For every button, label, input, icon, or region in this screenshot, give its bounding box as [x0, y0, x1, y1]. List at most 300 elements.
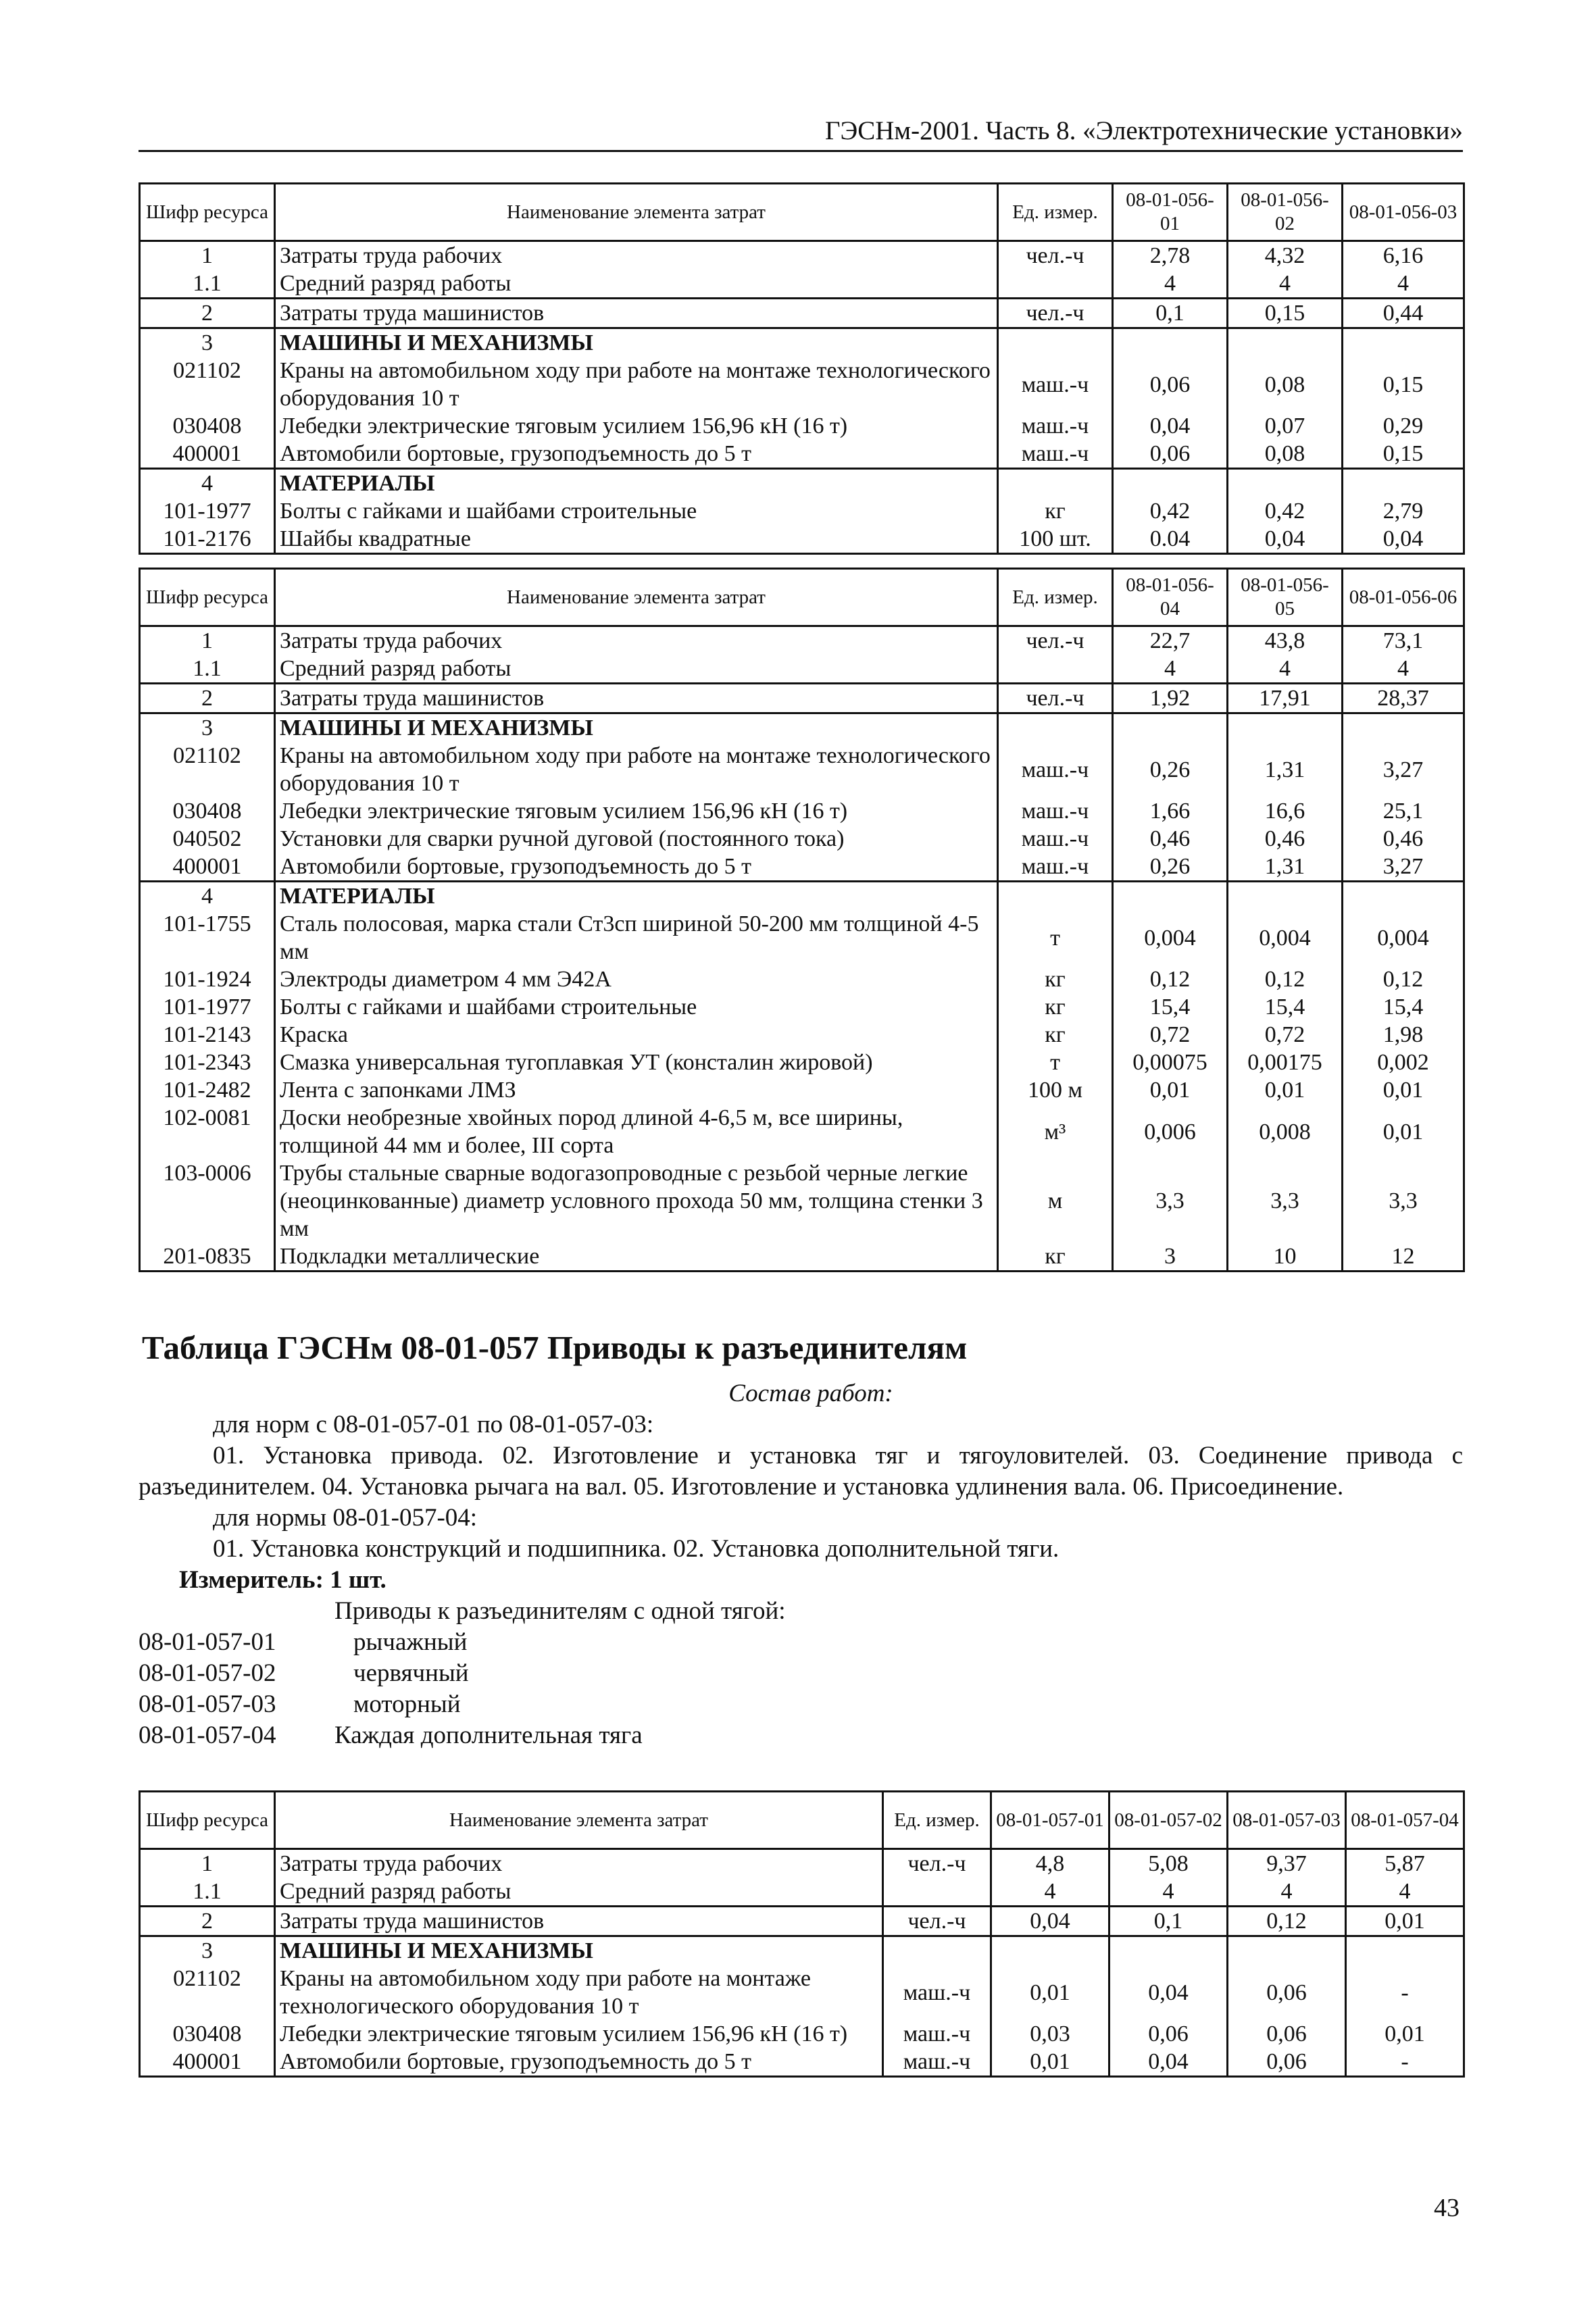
unit: т [998, 910, 1113, 965]
norm-value: 0,12 [1228, 965, 1343, 993]
norm-value: 0,01 [991, 2048, 1109, 2077]
unit [998, 328, 1113, 357]
table-row [140, 825, 1464, 853]
variant-name: червячный [353, 1659, 469, 1687]
norm-value: 1,98 [1343, 1021, 1464, 1049]
unit: чел.-ч [998, 241, 1113, 270]
variant-row [139, 1689, 1463, 1720]
unit: т [998, 1049, 1113, 1076]
cost-element-name: Доски необрезные хвойных пород длиной 4-6,5 м, все ширины, толщиной 44 мм и более, III сорта [275, 1104, 998, 1159]
norm-value: 9,37 [1228, 1849, 1346, 1878]
norm-value: 0,06 [1228, 2020, 1346, 2048]
norm-value [1343, 713, 1464, 743]
norm-value [1228, 882, 1343, 911]
cost-element-name: Краска [275, 1021, 998, 1049]
table-row [140, 713, 1464, 743]
norm-value: 0,04 [1109, 2048, 1228, 2077]
variant-name: рычажный [353, 1628, 468, 1656]
resource-code: 021102 [140, 357, 275, 412]
variant-name: Каждая дополнительная тяга [334, 1721, 643, 1749]
norm-value: 4 [1113, 655, 1228, 684]
resource-code: 1 [140, 626, 275, 655]
for-norms-2: для нормы 08-01-057-04: [213, 1504, 478, 1532]
resource-code: 2 [140, 1907, 275, 1936]
cost-element-name: Автомобили бортовые, грузоподъемность до 5 т [275, 440, 998, 469]
resource-code: 201-0835 [140, 1242, 275, 1272]
norm-value: 0,15 [1343, 357, 1464, 412]
norm-value: 5,87 [1346, 1849, 1464, 1878]
norm-value: 0,42 [1113, 497, 1228, 525]
header-unit: Ед. измер. [998, 569, 1113, 626]
unit [883, 1936, 991, 1965]
header-variant: 08-01-056-04 [1113, 569, 1228, 626]
norm-value: 0,01 [1343, 1076, 1464, 1104]
cost-element-name: Автомобили бортовые, грузоподъемность до 5 т [275, 2048, 883, 2077]
norm-value: 0,46 [1228, 825, 1343, 853]
cost-element-name: Краны на автомобильном ходу при работе на монтаже технологического оборудования 10 т [275, 742, 998, 797]
table-row [140, 993, 1464, 1021]
table-row [140, 1878, 1464, 1907]
variants-heading: Приводы к разъединителям с одной тягой: [334, 1597, 786, 1625]
cost-element-name: Лента с запонками ЛМЗ [275, 1076, 998, 1104]
norm-value: 4,32 [1228, 241, 1343, 270]
unit: кг [998, 965, 1113, 993]
unit: маш.-ч [998, 440, 1113, 469]
norm-value: 0,12 [1113, 965, 1228, 993]
unit: кг [998, 993, 1113, 1021]
norm-value: 3,3 [1228, 1159, 1343, 1242]
cost-element-name: МАШИНЫ И МЕХАНИЗМЫ [275, 713, 998, 743]
norm-value: 1,31 [1228, 853, 1343, 882]
resource-code: 2 [140, 299, 275, 328]
header-variant: 08-01-057-03 [1228, 1792, 1346, 1849]
cost-element-name: Лебедки электрические тяговым усилием 156,96 кН (16 т) [275, 412, 998, 440]
header-name: Наименование элемента затрат [275, 184, 998, 241]
resource-code: 040502 [140, 825, 275, 853]
norm-value [1113, 882, 1228, 911]
cost-element-name: МАТЕРИАЛЫ [275, 882, 998, 911]
cost-element-name: Затраты труда машинистов [275, 1907, 883, 1936]
running-header: ГЭСНм-2001. Часть 8. «Электротехнические установки» [139, 115, 1463, 152]
cost-element-name: Средний разряд работы [275, 655, 998, 684]
norm-value: - [1346, 1965, 1464, 2020]
unit: маш.-ч [998, 797, 1113, 825]
norm-value: 73,1 [1343, 626, 1464, 655]
norm-value: 0,01 [1346, 2020, 1464, 2048]
norm-table-056-1 [139, 182, 1465, 555]
header-variant: 08-01-056-01 [1113, 184, 1228, 241]
norm-value [1346, 1936, 1464, 1965]
header-name: Наименование элемента затрат [275, 1792, 883, 1849]
norm-value: 3,27 [1343, 853, 1464, 882]
resource-code: 101-1977 [140, 497, 275, 525]
unit: маш.-ч [883, 1965, 991, 2020]
meter-label: Измеритель: 1 шт. [179, 1566, 386, 1594]
table-header-row [140, 569, 1464, 626]
unit: чел.-ч [998, 684, 1113, 713]
table-row [140, 655, 1464, 684]
cost-element-name: МАШИНЫ И МЕХАНИЗМЫ [275, 1936, 883, 1965]
norm-value: 1,92 [1113, 684, 1228, 713]
works-list-2: 01. Установка конструкций и подшипника. 02. Установка дополнительной тяги. [213, 1535, 1059, 1563]
table-row [140, 1242, 1464, 1272]
norm-value: - [1346, 2048, 1464, 2077]
header-unit: Ед. измер. [883, 1792, 991, 1849]
table-row [140, 299, 1464, 328]
norm-value: 0,26 [1113, 742, 1228, 797]
norm-value: 0,01 [991, 1965, 1109, 2020]
norm-value: 4 [1113, 270, 1228, 299]
cost-element-name: Краны на автомобильном ходу при работе на монтаже технологического оборудования 10 т [275, 357, 998, 412]
norm-value: 0,46 [1343, 825, 1464, 853]
for-norms-1: для норм с 08-01-057-01 по 08-01-057-03: [213, 1411, 654, 1438]
resource-code: 1 [140, 1849, 275, 1878]
unit [883, 1878, 991, 1907]
works-list-1: 01. Установка привода. 02. Изготовление и установка тяг и тягоуловителей. 03. Соединение привода с разъединителем. 04. Установка рычага на вал. 05. Изготовление и установка удлинения вала. 06. Присоединение. [139, 1442, 1463, 1501]
norm-value: 0,06 [1109, 2020, 1228, 2048]
norm-value: 0,04 [1109, 1965, 1228, 2020]
norm-value: 2,78 [1113, 241, 1228, 270]
table-row [140, 1049, 1464, 1076]
norm-value: 1,31 [1228, 742, 1343, 797]
norm-value: 0,002 [1343, 1049, 1464, 1076]
table-row [140, 1076, 1464, 1104]
norm-value: 0,01 [1343, 1104, 1464, 1159]
norm-value: 0,44 [1343, 299, 1464, 328]
table-row [140, 1907, 1464, 1936]
norm-value: 4 [1343, 655, 1464, 684]
unit: кг [998, 1242, 1113, 1272]
norm-value [1109, 1936, 1228, 1965]
norm-value: 0,006 [1113, 1104, 1228, 1159]
norm-value: 0,1 [1109, 1907, 1228, 1936]
header-variant: 08-01-057-04 [1346, 1792, 1464, 1849]
cost-element-name: Лебедки электрические тяговым усилием 156,96 кН (16 т) [275, 2020, 883, 2048]
norm-value: 0,12 [1228, 1907, 1346, 1936]
norm-value: 6,16 [1343, 241, 1464, 270]
unit: чел.-ч [883, 1849, 991, 1878]
cost-element-name: Автомобили бортовые, грузоподъемность до 5 т [275, 853, 998, 882]
norm-value [1113, 469, 1228, 498]
unit: маш.-ч [998, 357, 1113, 412]
header-code: Шифр ресурса [140, 184, 275, 241]
norm-value [1228, 1936, 1346, 1965]
composition-heading: Состав работ: [728, 1380, 893, 1407]
cost-element-name: Подкладки металлические [275, 1242, 998, 1272]
norm-value: 0,01 [1113, 1076, 1228, 1104]
table-row [140, 2048, 1464, 2077]
norm-value: 0,12 [1343, 965, 1464, 993]
unit: 100 шт. [998, 525, 1113, 554]
norm-value: 0,29 [1343, 412, 1464, 440]
resource-code: 021102 [140, 742, 275, 797]
norm-value: 0,15 [1228, 299, 1343, 328]
variant-code: 08-01-057-04 [139, 1721, 276, 1749]
norm-value [1228, 713, 1343, 743]
variant-row [139, 1627, 1463, 1658]
norm-value: 12 [1343, 1242, 1464, 1272]
norm-value: 3,3 [1113, 1159, 1228, 1242]
unit: маш.-ч [998, 825, 1113, 853]
norm-value [1228, 328, 1343, 357]
norm-value [1343, 469, 1464, 498]
cost-element-name: Смазка универсальная тугоплавкая УТ (консталин жировой) [275, 1049, 998, 1076]
resource-code: 400001 [140, 853, 275, 882]
header-code: Шифр ресурса [140, 569, 275, 626]
unit [998, 469, 1113, 498]
resource-code: 030408 [140, 797, 275, 825]
table-row [140, 525, 1464, 554]
norm-value: 0,004 [1343, 910, 1464, 965]
table-header-row [140, 1792, 1464, 1849]
norm-value: 0,00175 [1228, 1049, 1343, 1076]
cost-element-name: Затраты труда машинистов [275, 684, 998, 713]
cost-element-name: Затраты труда рабочих [275, 1849, 883, 1878]
norm-value: 16,6 [1228, 797, 1343, 825]
table-row [140, 742, 1464, 797]
norm-value [1343, 328, 1464, 357]
cost-element-name: Средний разряд работы [275, 1878, 883, 1907]
norm-value: 0,08 [1228, 357, 1343, 412]
resource-code: 3 [140, 713, 275, 743]
cost-element-name: Болты с гайками и шайбами строительные [275, 993, 998, 1021]
resource-code: 2 [140, 684, 275, 713]
norm-value: 3,3 [1343, 1159, 1464, 1242]
unit: чел.-ч [998, 299, 1113, 328]
cost-element-name: Затраты труда рабочих [275, 626, 998, 655]
header-variant: 08-01-057-02 [1109, 1792, 1228, 1849]
norm-value: 0,26 [1113, 853, 1228, 882]
norm-value: 15,4 [1343, 993, 1464, 1021]
norm-value: 0,72 [1228, 1021, 1343, 1049]
table-row [140, 965, 1464, 993]
table-row [140, 1965, 1464, 2020]
norm-value: 4,8 [991, 1849, 1109, 1878]
unit: маш.-ч [998, 742, 1113, 797]
section-title: Таблица ГЭСНм 08-01-057 Приводы к разъединителям [142, 1329, 968, 1366]
norm-value: 0,46 [1113, 825, 1228, 853]
norm-value: 0,01 [1228, 1076, 1343, 1104]
table-row [140, 626, 1464, 655]
table-row [140, 497, 1464, 525]
unit: м³ [998, 1104, 1113, 1159]
norm-table-056-2 [139, 568, 1465, 1272]
resource-code: 103-0006 [140, 1159, 275, 1242]
norm-value: 22,7 [1113, 626, 1228, 655]
cost-element-name: Лебедки электрические тяговым усилием 156,96 кН (16 т) [275, 797, 998, 825]
variant-name: моторный [353, 1690, 461, 1718]
resource-code: 101-2482 [140, 1076, 275, 1104]
norm-value: 5,08 [1109, 1849, 1228, 1878]
table-row [140, 1104, 1464, 1159]
norm-value: 43,8 [1228, 626, 1343, 655]
unit [998, 655, 1113, 684]
variant-row [139, 1720, 1463, 1751]
cost-element-name: Затраты труда машинистов [275, 299, 998, 328]
unit [998, 713, 1113, 743]
norm-value: 0,06 [1228, 2048, 1346, 2077]
composition-block [139, 1378, 1463, 1751]
norm-value: 25,1 [1343, 797, 1464, 825]
norm-value: 4 [1343, 270, 1464, 299]
norm-value [1343, 882, 1464, 911]
resource-code: 3 [140, 328, 275, 357]
header-variant: 08-01-056-02 [1228, 184, 1343, 241]
cost-element-name: Болты с гайками и шайбами строительные [275, 497, 998, 525]
resource-code: 030408 [140, 412, 275, 440]
norm-value: 15,4 [1228, 993, 1343, 1021]
norm-value: 0,04 [991, 1907, 1109, 1936]
norm-value: 0,008 [1228, 1104, 1343, 1159]
cost-element-name: МАТЕРИАЛЫ [275, 469, 998, 498]
unit: кг [998, 1021, 1113, 1049]
norm-value: 0,01 [1346, 1907, 1464, 1936]
table-row [140, 241, 1464, 270]
unit [998, 882, 1113, 911]
norm-value: 0,04 [1228, 525, 1343, 554]
table-header-row [140, 184, 1464, 241]
variant-code: 08-01-057-01 [139, 1628, 276, 1656]
norm-value: 4 [1228, 655, 1343, 684]
resource-code: 400001 [140, 440, 275, 469]
norm-table-057 [139, 1790, 1465, 2078]
header-variant: 08-01-056-05 [1228, 569, 1343, 626]
norm-value: 10 [1228, 1242, 1343, 1272]
resource-code: 101-1924 [140, 965, 275, 993]
norm-value [1113, 328, 1228, 357]
table-row [140, 469, 1464, 498]
cost-element-name: Затраты труда рабочих [275, 241, 998, 270]
norm-value: 4 [1346, 1878, 1464, 1907]
resource-code: 101-2343 [140, 1049, 275, 1076]
table-row [140, 2020, 1464, 2048]
resource-code: 4 [140, 882, 275, 911]
resource-code: 101-2176 [140, 525, 275, 554]
norm-value: 0.04 [1113, 525, 1228, 554]
norm-value: 0,004 [1113, 910, 1228, 965]
norm-value: 0,06 [1228, 1965, 1346, 2020]
table-row [140, 1849, 1464, 1878]
unit: маш.-ч [998, 853, 1113, 882]
norm-value: 2,79 [1343, 497, 1464, 525]
table-row [140, 684, 1464, 713]
variant-code: 08-01-057-03 [139, 1690, 276, 1718]
unit: 100 м [998, 1076, 1113, 1104]
resource-code: 102-0081 [140, 1104, 275, 1159]
table-row [140, 1021, 1464, 1049]
resource-code: 030408 [140, 2020, 275, 2048]
norm-value: 0,04 [1343, 525, 1464, 554]
resource-code: 1.1 [140, 1878, 275, 1907]
norm-value: 0,42 [1228, 497, 1343, 525]
header-name: Наименование элемента затрат [275, 569, 998, 626]
page-number: 43 [1434, 2194, 1460, 2222]
cost-element-name: Шайбы квадратные [275, 525, 998, 554]
norm-value: 4 [991, 1878, 1109, 1907]
norm-value: 0,004 [1228, 910, 1343, 965]
resource-code: 3 [140, 1936, 275, 1965]
table-row [140, 910, 1464, 965]
resource-code: 400001 [140, 2048, 275, 2077]
table-row [140, 797, 1464, 825]
norm-value: 4 [1109, 1878, 1228, 1907]
norm-value: 0,15 [1343, 440, 1464, 469]
norm-value: 0,04 [1113, 412, 1228, 440]
cost-element-name: Средний разряд работы [275, 270, 998, 299]
resource-code: 4 [140, 469, 275, 498]
norm-value: 1,66 [1113, 797, 1228, 825]
variant-row [139, 1658, 1463, 1689]
norm-value: 17,91 [1228, 684, 1343, 713]
header-code: Шифр ресурса [140, 1792, 275, 1849]
resource-code: 101-1755 [140, 910, 275, 965]
norm-value: 15,4 [1113, 993, 1228, 1021]
cost-element-name: Сталь полосовая, марка стали Ст3сп шириной 50-200 мм толщиной 4-5 мм [275, 910, 998, 965]
norm-value: 0,08 [1228, 440, 1343, 469]
table-row [140, 1936, 1464, 1965]
norm-value: 3 [1113, 1242, 1228, 1272]
unit: маш.-ч [883, 2020, 991, 2048]
table-row [140, 853, 1464, 882]
norm-value: 0,07 [1228, 412, 1343, 440]
cost-element-name: Трубы стальные сварные водогазопроводные с резьбой черные легкие (неоцинкованные) диаметр условного прохода 50 мм, толщина стенки 3 мм [275, 1159, 998, 1242]
norm-value [1113, 713, 1228, 743]
header-variant: 08-01-056-06 [1343, 569, 1464, 626]
unit: чел.-ч [883, 1907, 991, 1936]
table-row [140, 1159, 1464, 1242]
norm-value [1228, 469, 1343, 498]
resource-code: 101-1977 [140, 993, 275, 1021]
norm-value: 0,06 [1113, 440, 1228, 469]
table-row [140, 440, 1464, 469]
norm-value: 3,27 [1343, 742, 1464, 797]
norm-value: 28,37 [1343, 684, 1464, 713]
norm-value: 0,72 [1113, 1021, 1228, 1049]
table-row [140, 357, 1464, 412]
resource-code: 1 [140, 241, 275, 270]
norm-value: 4 [1228, 1878, 1346, 1907]
resource-code: 1.1 [140, 655, 275, 684]
cost-element-name: Электроды диаметром 4 мм Э42А [275, 965, 998, 993]
unit: чел.-ч [998, 626, 1113, 655]
resource-code: 021102 [140, 1965, 275, 2020]
table-row [140, 270, 1464, 299]
norm-value: 0,1 [1113, 299, 1228, 328]
table-row [140, 328, 1464, 357]
table-row [140, 412, 1464, 440]
unit: маш.-ч [883, 2048, 991, 2077]
norm-value: 0,00075 [1113, 1049, 1228, 1076]
header-unit: Ед. измер. [998, 184, 1113, 241]
cost-element-name: Краны на автомобильном ходу при работе на монтаже технологического оборудования 10 т [275, 1965, 883, 2020]
cost-element-name: МАШИНЫ И МЕХАНИЗМЫ [275, 328, 998, 357]
norm-value: 0,03 [991, 2020, 1109, 2048]
norm-value: 0,06 [1113, 357, 1228, 412]
table-row [140, 882, 1464, 911]
norm-value: 4 [1228, 270, 1343, 299]
header-variant: 08-01-057-01 [991, 1792, 1109, 1849]
unit [998, 270, 1113, 299]
header-variant: 08-01-056-03 [1343, 184, 1464, 241]
resource-code: 101-2143 [140, 1021, 275, 1049]
unit: маш.-ч [998, 412, 1113, 440]
variant-code: 08-01-057-02 [139, 1659, 276, 1687]
unit: м [998, 1159, 1113, 1242]
cost-element-name: Установки для сварки ручной дуговой (постоянного тока) [275, 825, 998, 853]
norm-value [991, 1936, 1109, 1965]
resource-code: 1.1 [140, 270, 275, 299]
variant-list [139, 1627, 1463, 1751]
